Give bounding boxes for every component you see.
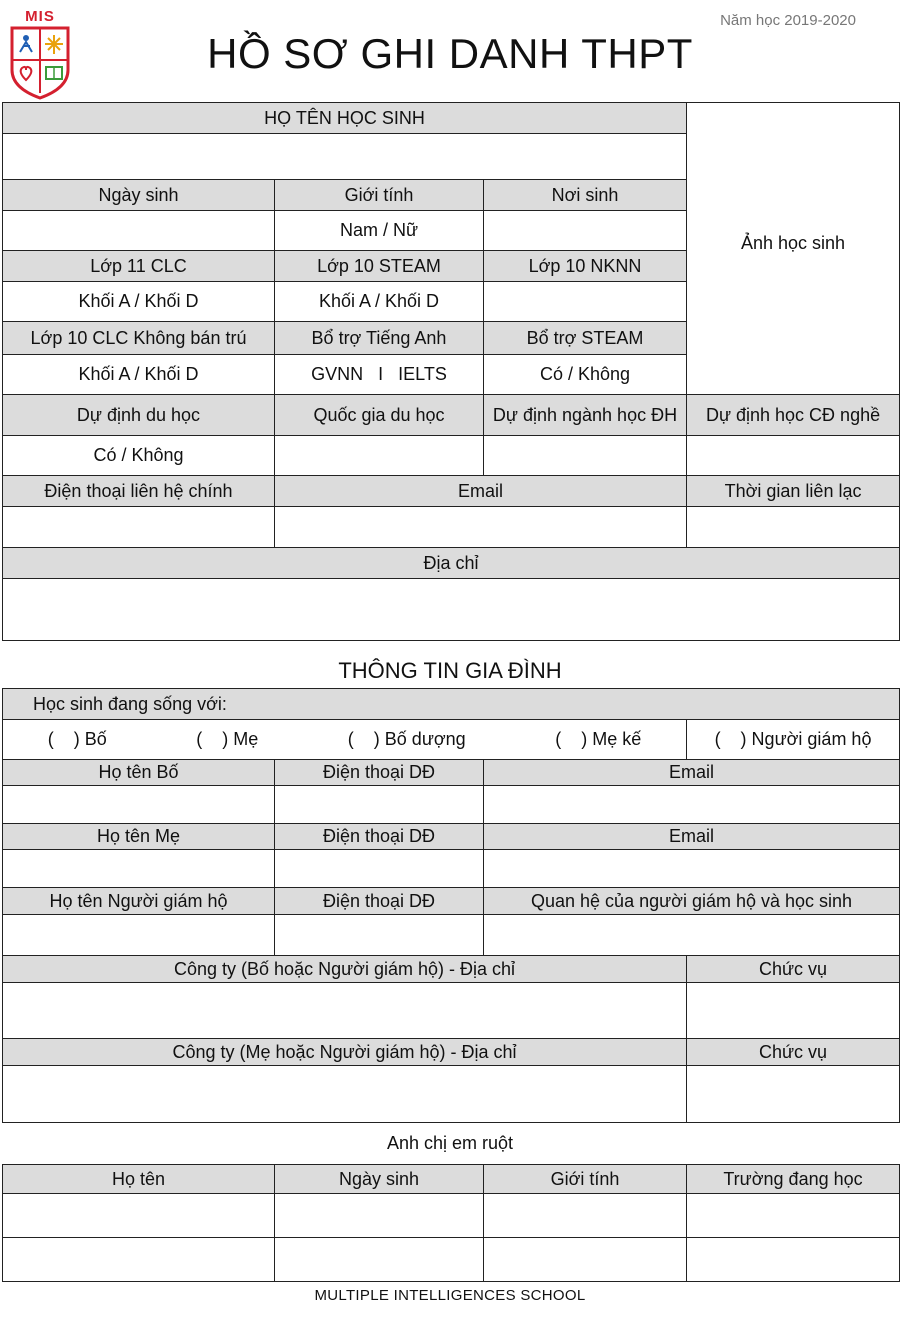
option-guardian[interactable]: ( ) Người giám hộ: [687, 720, 900, 760]
steam-support-header: Bổ trợ STEAM: [484, 322, 687, 355]
abroad-country-field[interactable]: [275, 436, 484, 476]
vocational-header: Dự định học CĐ nghề: [687, 395, 900, 436]
sibling-name-header: Họ tên: [3, 1165, 275, 1194]
birthplace-field[interactable]: [484, 211, 687, 251]
university-major-field[interactable]: [484, 436, 687, 476]
vocational-field[interactable]: [687, 436, 900, 476]
sibling-gender-header: Giới tính: [484, 1165, 687, 1194]
address-header: Địa chỉ: [3, 548, 900, 579]
abroad-country-header: Quốc gia du học: [275, 395, 484, 436]
father-phone-header: Điện thoại DĐ: [275, 760, 484, 786]
option-stepmother[interactable]: ( ) Mẹ kế: [555, 729, 642, 749]
birthdate-field[interactable]: [3, 211, 275, 251]
family-info-table: [2, 688, 900, 1123]
contact-time-field[interactable]: [687, 507, 900, 548]
class-10-nknn-header: Lớp 10 NKNN: [484, 251, 687, 282]
email-field[interactable]: [275, 507, 687, 548]
table-row: [3, 1194, 900, 1238]
sibling-school-field[interactable]: [687, 1194, 900, 1238]
sibling-birthdate-field[interactable]: [275, 1194, 484, 1238]
steam-support-options[interactable]: Có / Không: [484, 355, 687, 395]
birthdate-header: Ngày sinh: [3, 180, 275, 211]
class-11-block-options[interactable]: Khối A / Khối D: [3, 282, 275, 322]
living-with-header: Học sinh đang sống với:: [3, 689, 900, 720]
sibling-gender-field[interactable]: [484, 1238, 687, 1282]
gender-header: Giới tính: [275, 180, 484, 211]
company-father-header: Công ty (Bố hoặc Người giám hộ) - Địa chỉ: [3, 956, 687, 983]
family-section-title: THÔNG TIN GIA ĐÌNH: [338, 658, 562, 683]
mother-email-field[interactable]: [484, 850, 900, 888]
class-10-clc-header: Lớp 10 CLC Không bán trú: [3, 322, 275, 355]
sibling-name-field[interactable]: [3, 1238, 275, 1282]
guardian-phone-field[interactable]: [275, 915, 484, 956]
school-year: Năm học 2019-2020: [720, 12, 856, 29]
father-name-header: Họ tên Bố: [3, 760, 275, 786]
page-title: HỒ SƠ GHI DANH THPT: [207, 30, 693, 77]
gender-options[interactable]: Nam / Nữ: [275, 211, 484, 251]
position-father-field[interactable]: [687, 983, 900, 1039]
company-mother-field[interactable]: [3, 1066, 687, 1123]
father-email-field[interactable]: [484, 786, 900, 824]
student-info-table: [2, 102, 900, 641]
sibling-birthdate-field[interactable]: [275, 1238, 484, 1282]
class-11-clc-header: Lớp 11 CLC: [3, 251, 275, 282]
study-abroad-options[interactable]: Có / Không: [3, 436, 275, 476]
logo-text: MIS: [25, 8, 55, 25]
email-header: Email: [275, 476, 687, 507]
father-email-header: Email: [484, 760, 900, 786]
sibling-school-field[interactable]: [687, 1238, 900, 1282]
student-photo-box[interactable]: [687, 103, 900, 395]
mother-name-header: Họ tên Mẹ: [3, 824, 275, 850]
sibling-birthdate-header: Ngày sinh: [275, 1165, 484, 1194]
living-with-options: [3, 720, 687, 760]
english-support-header: Bổ trợ Tiếng Anh: [275, 322, 484, 355]
class-10-steam-block-options[interactable]: Khối A / Khối D: [275, 282, 484, 322]
position-mother-header: Chức vụ: [687, 1039, 900, 1066]
company-father-field[interactable]: [3, 983, 687, 1039]
mother-name-field[interactable]: [3, 850, 275, 888]
father-phone-field[interactable]: [275, 786, 484, 824]
student-name-header: HỌ TÊN HỌC SINH: [3, 103, 687, 134]
student-photo-label: Ảnh học sinh: [740, 233, 846, 253]
option-stepfather[interactable]: ( ) Bố dượng: [347, 729, 466, 749]
english-support-options[interactable]: GVNN I IELTS: [275, 355, 484, 395]
table-row: [3, 1238, 900, 1282]
class-10-clc-block-options[interactable]: Khối A / Khối D: [3, 355, 275, 395]
option-father[interactable]: ( ) Bố: [47, 729, 107, 749]
student-name-field[interactable]: [3, 134, 687, 180]
class-10-nknn-field[interactable]: [484, 282, 687, 322]
university-major-header: Dự định ngành học ĐH: [484, 395, 687, 436]
guardian-name-field[interactable]: [3, 915, 275, 956]
address-field[interactable]: [3, 579, 900, 641]
guardian-relation-header: Quan hệ của người giám hộ và học sinh: [484, 888, 900, 915]
father-name-field[interactable]: [3, 786, 275, 824]
mother-phone-header: Điện thoại DĐ: [275, 824, 484, 850]
study-abroad-header: Dự định du học: [3, 395, 275, 436]
contact-time-header: Thời gian liên lạc: [687, 476, 900, 507]
sibling-school-header: Trường đang học: [687, 1165, 900, 1194]
footer-school-name: MULTIPLE INTELLIGENCES SCHOOL: [314, 1287, 586, 1304]
mother-email-header: Email: [484, 824, 900, 850]
guardian-name-header: Họ tên Người giám hộ: [3, 888, 275, 915]
phone-field[interactable]: [3, 507, 275, 548]
birthplace-header: Nơi sinh: [484, 180, 687, 211]
phone-header: Điện thoại liên hệ chính: [3, 476, 275, 507]
mother-phone-field[interactable]: [275, 850, 484, 888]
guardian-phone-header: Điện thoại DĐ: [275, 888, 484, 915]
position-father-header: Chức vụ: [687, 956, 900, 983]
position-mother-field[interactable]: [687, 1066, 900, 1123]
guardian-relation-field[interactable]: [484, 915, 900, 956]
option-mother[interactable]: ( ) Mẹ: [196, 729, 259, 749]
class-10-steam-header: Lớp 10 STEAM: [275, 251, 484, 282]
sibling-gender-field[interactable]: [484, 1194, 687, 1238]
sibling-name-field[interactable]: [3, 1194, 275, 1238]
company-mother-header: Công ty (Mẹ hoặc Người giám hộ) - Địa chỉ: [3, 1039, 687, 1066]
siblings-table: [2, 1164, 900, 1282]
siblings-title: Anh chị em ruột: [386, 1133, 514, 1153]
